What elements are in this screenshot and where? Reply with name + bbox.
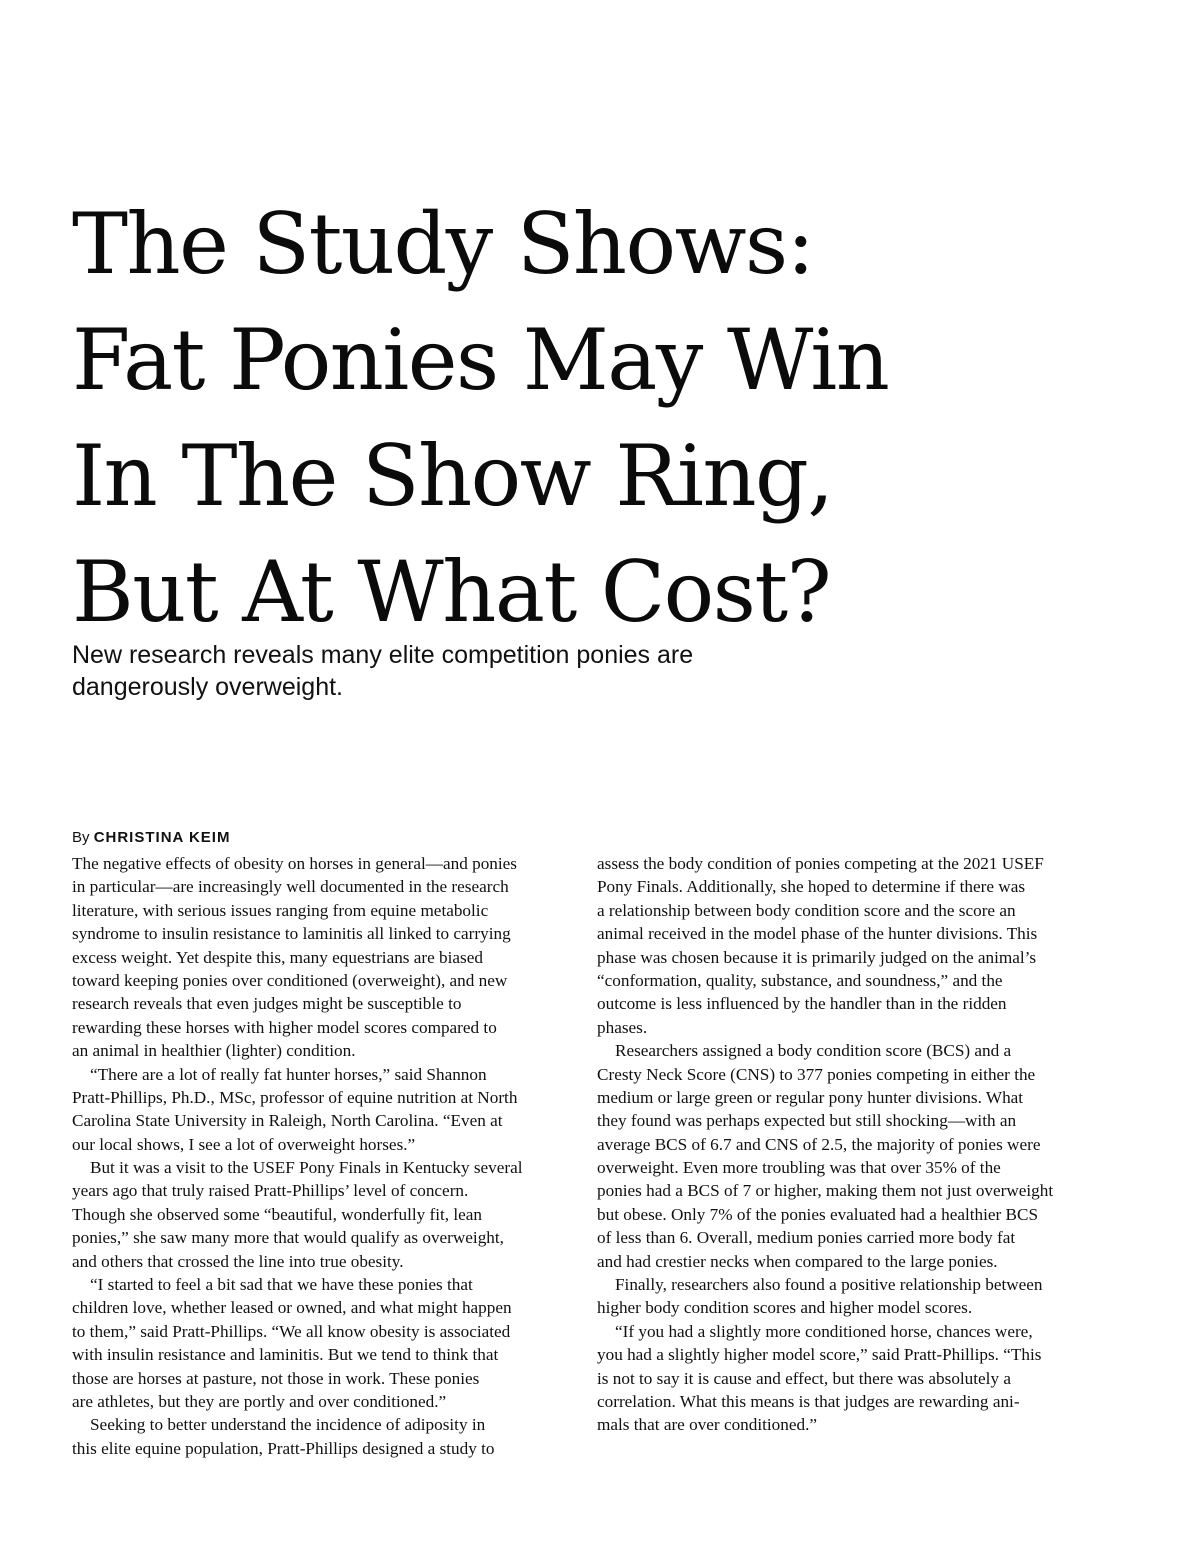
body-line: Though she observed some “beautiful, wonderfully fit, lean [72,1204,482,1224]
body-line: excess weight. Yet despite this, many equestrians are biased [72,947,483,967]
body-line: overweight. Even more troubling was that over 35% of the [597,1158,1001,1178]
headline-line: The Study Shows: [72,195,814,293]
body-line: they found was perhaps expected but still shocking—with an [597,1111,1017,1131]
body-line: toward keeping ponies over conditioned (overweight), and new [72,970,508,990]
body-line: mals that are over conditioned.” [597,1415,818,1435]
body-line: and others that crossed the line into true obesity. [72,1251,404,1271]
body-line: But it was a visit to the USEF Pony Finals in Kentucky several [90,1158,523,1178]
body-line: you had a slightly higher model score,” said Pratt-Phillips. “This [597,1345,1042,1365]
dek-line: dangerously overweight. [72,673,343,701]
body-line: a relationship between body condition score and the score an [597,900,1016,920]
body-line: is not to say it is cause and effect, but there was absolutely a [597,1368,1011,1388]
body-line: this elite equine population, Pratt-Phillips designed a study to [72,1438,495,1458]
body-line: but obese. Only 7% of the ponies evaluated had a healthier BCS [597,1204,1039,1224]
headline-line: But At What Cost? [72,543,831,641]
body-line: Carolina State University in Raleigh, North Carolina. “Even at [72,1111,503,1131]
article-headline [72,186,1152,650]
body-line: higher body condition scores and higher model scores. [597,1298,973,1318]
body-line: are athletes, but they are portly and over conditioned.” [72,1391,447,1411]
body-line: an animal in healthier (lighter) condition. [72,1041,356,1061]
article-dek [72,639,872,703]
byline [72,829,230,847]
body-line: correlation. What this means is that judges are rewarding ani- [597,1391,1020,1411]
body-line: rewarding these horses with higher model scores compared to [72,1017,497,1037]
author-name: CHRISTINA KEIM [93,829,231,846]
body-line: “If you had a slightly more conditioned horse, chances were, [615,1321,1033,1341]
body-line: our local shows, I see a lot of overweight horses.” [72,1134,416,1154]
body-line: animal received in the model phase of the hunter divisions. This [597,924,1038,944]
body-line: “There are a lot of really fat hunter horses,” said Shannon [90,1064,487,1084]
body-line: Pony Finals. Additionally, she hoped to determine if there was [597,877,1026,897]
article-body-left-column [72,852,562,1460]
body-line: ponies,” she saw many more that would qualify as overweight, [72,1228,504,1248]
body-line: years ago that truly raised Pratt-Phillips’ level of concern. [72,1181,469,1201]
body-line: medium or large green or regular pony hunter divisions. What [597,1087,1024,1107]
body-line: literature, with serious issues ranging from equine metabolic [72,900,489,920]
body-line: assess the body condition of ponies competing at the 2021 USEF [597,854,1044,873]
body-line: Finally, researchers also found a positive relationship between [615,1275,1043,1295]
body-line: children love, whether leased or owned, and what might happen [72,1298,512,1318]
body-line: Researchers assigned a body condition score (BCS) and a [615,1041,1012,1061]
body-line: “I started to feel a bit sad that we have these ponies that [90,1275,473,1295]
body-line: syndrome to insulin resistance to laminitis all linked to carrying [72,924,511,944]
body-line: Cresty Neck Score (CNS) to 377 ponies competing in either the [597,1064,1036,1084]
body-line: phase was chosen because it is primarily judged on the animal’s [597,947,1037,967]
headline-line: In The Show Ring, [72,427,833,525]
body-line: The negative effects of obesity on horses in general—and ponies [72,854,517,873]
body-line: phases. [597,1017,648,1037]
article-body-right-column [597,852,1087,1437]
body-line: research reveals that even judges might be susceptible to [72,994,462,1014]
body-line: and had crestier necks when compared to the large ponies. [597,1251,998,1271]
body-line: outcome is less influenced by the handler than in the ridden [597,994,1007,1014]
body-line: those are horses at pasture, not those in work. These ponies [72,1368,480,1388]
byline-prefix: By [72,829,90,846]
body-line: average BCS of 6.7 and CNS of 2.5, the majority of ponies were [597,1134,1041,1154]
headline-line: Fat Ponies May Win [72,311,889,409]
body-line: Pratt-Phillips, Ph.D., MSc, professor of equine nutrition at North [72,1087,518,1107]
body-line: ponies had a BCS of 7 or higher, making them not just overweight [597,1181,1054,1201]
body-line: of less than 6. Overall, medium ponies carried more body fat [597,1228,1016,1248]
body-line: in particular—are increasingly well documented in the research [72,877,509,897]
body-line: “conformation, quality, substance, and soundness,” and the [597,970,1003,990]
dek-line: New research reveals many elite competition ponies are [72,641,694,669]
body-line: with insulin resistance and laminitis. But we tend to think that [72,1345,499,1365]
body-line: Seeking to better understand the incidence of adiposity in [90,1415,486,1435]
body-line: to them,” said Pratt-Phillips. “We all know obesity is associated [72,1321,511,1341]
